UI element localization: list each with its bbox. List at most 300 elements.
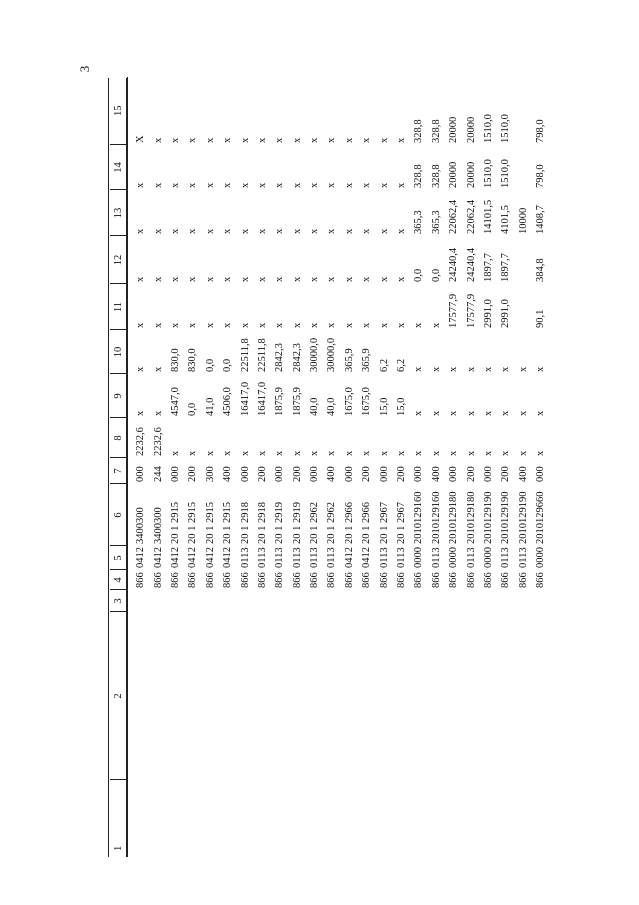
table-cell-col-3 (202, 590, 219, 612)
table-cell-col-4: 866 (326, 572, 338, 588)
table-cell-col-8: x (291, 450, 303, 456)
table-cell-col-14: x (309, 182, 321, 188)
table-cell-col-8: x (378, 450, 390, 456)
table-cell-col-1 (358, 780, 375, 857)
table-cell-col-14: x (222, 182, 234, 188)
table-cell-col-12 (515, 236, 532, 284)
column-header-12: 12 (110, 236, 128, 284)
table-cell-col-3 (149, 590, 166, 612)
table-cell-col-7: 000 (169, 466, 181, 482)
table-cell-col-11: x (396, 322, 408, 328)
table-cell-col-2 (445, 612, 462, 780)
table-cell-col-4: 866 (291, 572, 303, 588)
table-cell-col-12: x (378, 276, 390, 282)
table-cell-col-15: x (239, 137, 251, 143)
table-cell-col-15 (515, 77, 532, 145)
table-cell-col-7: 200 (396, 466, 408, 482)
table-cell-col-5: 0113 (256, 547, 268, 568)
table-cell-col-7: 000 (309, 466, 321, 482)
table-cell-col-1 (149, 780, 166, 857)
table-cell-col-2 (202, 612, 219, 780)
table-cell-col-6: 3400300 (152, 507, 164, 544)
table-cell-col-15: 20000 (465, 116, 477, 143)
table-cell-col-7: 000 (535, 466, 547, 482)
table-cell-col-4: 866 (535, 572, 547, 588)
table-cell-col-6: 3400300 (135, 507, 147, 544)
table-cell-col-15: X (135, 135, 147, 143)
table-cell-col-9: 1675,0 (343, 387, 355, 416)
table-cell-col-10: 0,0 (222, 358, 234, 372)
table-cell-col-6: 20 1 2918 (239, 502, 251, 544)
table-cell-col-13: 365,3 (430, 210, 442, 234)
table-cell-col-3 (323, 590, 340, 612)
table-cell-col-14: x (396, 182, 408, 188)
table-cell-col-13: x (326, 228, 338, 234)
table-cell-col-12: 384,8 (535, 258, 547, 282)
table-cell-col-14: 1510,0 (500, 159, 512, 188)
table-cell-col-12: x (326, 276, 338, 282)
table-cell-col-10: x (500, 366, 512, 372)
table-cell-col-4: 866 (430, 572, 442, 588)
table-row (271, 77, 288, 857)
table-cell-col-6: 20 1 2915 (187, 502, 199, 544)
table-row (202, 77, 219, 857)
table-cell-col-15: x (169, 137, 181, 143)
table-cell-col-10: x (430, 366, 442, 372)
table-cell-col-4: 866 (256, 572, 268, 588)
table-cell-col-7: 400 (222, 466, 234, 482)
table-cell-col-12: 0,0 (430, 268, 442, 282)
table-cell-col-1 (393, 780, 410, 857)
table-cell-col-14: x (291, 182, 303, 188)
table-cell-col-14: x (378, 182, 390, 188)
table-cell-col-3 (219, 590, 236, 612)
column-header-15: 15 (110, 77, 128, 145)
column-header-10: 10 (110, 330, 128, 374)
table-cell-col-14: x (239, 182, 251, 188)
table-cell-col-8: x (483, 450, 494, 456)
column-header-9: 9 (110, 374, 128, 418)
table-cell-col-3 (306, 590, 323, 612)
page-number: 3 (77, 65, 92, 73)
table-row (306, 77, 323, 857)
table-cell-col-5: 0113 (396, 547, 408, 568)
table-cell-col-9: x (500, 410, 512, 416)
table-row (480, 77, 497, 857)
table-cell-col-13: x (152, 228, 164, 234)
table-cell-col-8: x (222, 450, 234, 456)
table-cell-col-1 (497, 780, 514, 857)
column-header-2: 2 (110, 612, 128, 780)
table-cell-col-4: 866 (309, 572, 321, 588)
table-row (532, 77, 549, 857)
table-cell-col-7: 000 (413, 466, 425, 482)
table-cell-col-7: 200 (291, 466, 303, 482)
table-cell-col-5: 0412 (222, 547, 234, 568)
table-cell-col-12: x (274, 276, 286, 282)
table-row (445, 77, 462, 857)
table-cell-col-3 (358, 590, 375, 612)
table-cell-col-15: x (204, 137, 216, 143)
table-cell-col-6: 20 1 2967 (396, 502, 408, 544)
table-cell-col-5: 0412 (169, 547, 181, 568)
table-cell-col-15: 1510,0 (483, 114, 494, 143)
table-cell-col-11: x (239, 322, 251, 328)
table-cell-col-12: 0,0 (413, 268, 425, 282)
table-cell-col-1 (132, 780, 149, 857)
table-cell-col-5: 0412 (361, 547, 373, 568)
table-cell-col-15: x (256, 137, 268, 143)
table-row (184, 77, 201, 857)
table-cell-col-12: x (361, 276, 373, 282)
table-cell-col-12: x (396, 276, 408, 282)
table-cell-col-4: 866 (152, 572, 164, 588)
table-cell-col-1 (202, 780, 219, 857)
table-cell-col-2 (532, 612, 549, 780)
table-cell-col-10: x (465, 366, 477, 372)
table-cell-col-14: x (274, 182, 286, 188)
table-cell-col-2 (271, 612, 288, 780)
table-cell-col-9: 40,0 (309, 397, 321, 416)
table-cell-col-12: 1897,7 (500, 253, 512, 282)
table-cell-col-10: 30000,0 (326, 337, 338, 372)
table-cell-col-13: x (396, 228, 408, 234)
table-cell-col-3 (515, 590, 532, 612)
table-cell-col-11: x (152, 322, 164, 328)
table-cell-col-10: 2842,3 (291, 343, 303, 372)
table-cell-col-4: 866 (465, 572, 477, 588)
table-cell-col-1 (219, 780, 236, 857)
table-cell-col-9: 1675,0 (361, 387, 373, 416)
table-cell-col-4: 866 (222, 572, 234, 588)
table-cell-col-11: 17577,9 (448, 293, 460, 328)
table-cell-col-7: 300 (204, 466, 216, 482)
table-cell-col-2 (375, 612, 392, 780)
table-cell-col-3 (532, 590, 549, 612)
table-cell-col-12: x (291, 276, 303, 282)
table-cell-col-12: 1897,7 (483, 253, 494, 282)
table-cell-col-10: x (448, 366, 460, 372)
table-cell-col-5: 0113 (465, 547, 477, 568)
table-cell-col-15: x (187, 137, 199, 143)
table-cell-col-1 (462, 780, 479, 857)
table-row (132, 77, 149, 857)
table-cell-col-11: x (378, 322, 390, 328)
table-cell-col-9: x (517, 410, 529, 416)
table-cell-col-3 (236, 590, 253, 612)
table-cell-col-8: x (326, 450, 338, 456)
table-cell-col-13: x (187, 228, 199, 234)
table-cell-col-5: 0113 (309, 547, 321, 568)
table-cell-col-6: 20 1 2915 (222, 502, 234, 544)
table-cell-col-15: x (343, 137, 355, 143)
table-cell-col-8: x (169, 450, 181, 456)
table-cell-col-13: 365,3 (413, 210, 425, 234)
table-cell-col-2 (480, 612, 497, 780)
table-cell-col-2 (236, 612, 253, 780)
table-cell-col-11: x (274, 322, 286, 328)
table-cell-col-7: 000 (343, 466, 355, 482)
table-cell-col-1 (341, 780, 358, 857)
table-cell-col-4: 866 (343, 572, 355, 588)
table-cell-col-15: x (396, 137, 408, 143)
table-cell-col-13: 1408,7 (535, 205, 547, 234)
table-cell-col-9: x (448, 410, 460, 416)
header-row (110, 77, 128, 857)
table-cell-col-5: 0412 (343, 547, 355, 568)
table-cell-col-7: 000 (239, 466, 251, 482)
table-cell-col-7: 000 (274, 466, 286, 482)
table-cell-col-5: 0113 (430, 547, 442, 568)
table-cell-col-8: 2232,6 (152, 427, 164, 456)
table-cell-col-11: x (361, 322, 373, 328)
table-cell-col-4: 866 (448, 572, 460, 588)
table-cell-col-14: 20000 (448, 161, 460, 188)
table-cell-col-7: 000 (483, 466, 494, 482)
table-cell-col-2 (132, 612, 149, 780)
table-cell-col-3 (341, 590, 358, 612)
table-cell-col-6: 20 1 2918 (256, 502, 268, 544)
table-cell-col-5: 0113 (291, 547, 303, 568)
column-header-8: 8 (110, 418, 128, 458)
table-cell-col-7: 400 (430, 466, 442, 482)
table-cell-col-15: x (326, 137, 338, 143)
table-cell-col-5: 0412 (187, 547, 199, 568)
table-cell-col-6: 20 1 2915 (169, 502, 181, 544)
table-cell-col-3 (132, 590, 149, 612)
table-cell-col-7: 200 (361, 466, 373, 482)
table-cell-col-12: 24240,4 (465, 247, 477, 282)
table-cell-col-11: x (291, 322, 303, 328)
table-cell-col-9: x (413, 410, 425, 416)
table-cell-col-13: x (222, 228, 234, 234)
table-cell-col-9: x (535, 410, 547, 416)
table-cell-col-1 (428, 780, 445, 857)
table-cell-col-9: 16417,0 (239, 381, 251, 416)
table-cell-col-11: 2991,0 (500, 299, 512, 328)
table-cell-col-4: 866 (274, 572, 286, 588)
table-cell-col-14: x (152, 182, 164, 188)
table-cell-col-9: x (483, 410, 494, 416)
table-cell-col-15: x (274, 137, 286, 143)
table-cell-col-13: 22062,4 (448, 199, 460, 234)
table-cell-col-8: x (517, 450, 529, 456)
table-cell-col-8: x (256, 450, 268, 456)
table-cell-col-3 (462, 590, 479, 612)
table-cell-col-6: 20 1 2962 (326, 502, 338, 544)
table-cell-col-9: 15,0 (378, 397, 390, 416)
table-cell-col-2 (341, 612, 358, 780)
table-cell-col-8: x (309, 450, 321, 456)
table-cell-col-11: x (169, 322, 181, 328)
table-cell-col-14: 328,8 (430, 164, 442, 188)
table-cell-col-5: 0113 (326, 547, 338, 568)
table-row (410, 77, 427, 857)
table-cell-col-14 (515, 145, 532, 190)
table-cell-col-13: x (204, 228, 216, 234)
table-row (149, 77, 166, 857)
table-cell-col-2 (323, 612, 340, 780)
table-cell-col-13: x (309, 228, 321, 234)
table-cell-col-5: 0000 (535, 547, 547, 568)
table-cell-col-15: x (291, 137, 303, 143)
table-cell-col-3 (289, 590, 306, 612)
table-cell-col-9: 41,0 (204, 397, 216, 416)
table-cell-col-13: x (274, 228, 286, 234)
table-cell-col-6: 2010129180 (465, 491, 477, 544)
table-row (358, 77, 375, 857)
table-cell-col-2 (393, 612, 410, 780)
table-row (375, 77, 392, 857)
table-cell-col-12: x (343, 276, 355, 282)
table-cell-col-9: x (135, 410, 147, 416)
table-cell-col-7: 200 (187, 466, 199, 482)
table-row (497, 77, 514, 857)
table-cell-col-5: 0412 (204, 547, 216, 568)
table-cell-col-5: 0000 (413, 547, 425, 568)
column-header-4: 4 (110, 570, 128, 590)
table-cell-col-3 (254, 590, 271, 612)
table-cell-col-2 (358, 612, 375, 780)
column-header-7: 7 (110, 458, 128, 484)
table-cell-col-10: 830,0 (169, 348, 181, 372)
table-cell-col-12: x (222, 276, 234, 282)
column-header-13: 13 (110, 190, 128, 236)
table-cell-col-15: x (309, 137, 321, 143)
table-cell-col-10: 30000,0 (309, 337, 321, 372)
table-cell-col-8: x (465, 450, 477, 456)
table-cell-col-13: x (343, 228, 355, 234)
table-body (132, 77, 549, 857)
table-cell-col-3 (167, 590, 184, 612)
table-row (515, 77, 532, 857)
table-cell-col-11: 17577,9 (465, 293, 477, 328)
table-cell-col-2 (515, 612, 532, 780)
table-cell-col-7: 200 (465, 466, 477, 482)
table-cell-col-1 (289, 780, 306, 857)
table-cell-col-1 (167, 780, 184, 857)
table-cell-col-11: x (256, 322, 268, 328)
table-cell-col-6: 20 1 2919 (291, 502, 303, 544)
table-cell-col-11: 90,1 (535, 309, 547, 328)
table-cell-col-3 (375, 590, 392, 612)
data-table (110, 77, 549, 857)
table-cell-col-7: 000 (448, 466, 460, 482)
table-cell-col-11: x (430, 322, 442, 328)
table-cell-col-9: x (430, 410, 442, 416)
table-cell-col-10: x (483, 366, 494, 372)
table-cell-col-13: x (291, 228, 303, 234)
table-cell-col-11: x (187, 322, 199, 328)
table-cell-col-12: x (152, 276, 164, 282)
table-cell-col-14: x (204, 182, 216, 188)
table-cell-col-13: x (361, 228, 373, 234)
table-cell-col-12: x (135, 276, 147, 282)
table-cell-col-8: x (430, 450, 442, 456)
table-cell-col-13: 14101,5 (483, 199, 494, 234)
table-cell-col-14: 798,0 (535, 164, 547, 188)
table-cell-col-1 (515, 780, 532, 857)
table-cell-col-13: x (378, 228, 390, 234)
table-cell-col-7: 000 (378, 466, 390, 482)
table-cell-col-2 (428, 612, 445, 780)
table-cell-col-6: 2010129190 (483, 491, 494, 544)
table-cell-col-4: 866 (378, 572, 390, 588)
table-cell-col-14: x (256, 182, 268, 188)
table-row (236, 77, 253, 857)
table-cell-col-10: x (535, 366, 547, 372)
table-row (219, 77, 236, 857)
table-cell-col-7: 000 (135, 466, 147, 482)
table-cell-col-8: x (413, 450, 425, 456)
table-cell-col-2 (184, 612, 201, 780)
table-cell-col-15: 20000 (448, 116, 460, 143)
table-cell-col-9: 15,0 (396, 397, 408, 416)
table-cell-col-10: 6,2 (378, 358, 390, 372)
table-cell-col-5: 0113 (378, 547, 390, 568)
table-cell-col-1 (410, 780, 427, 857)
table-cell-col-15: x (361, 137, 373, 143)
table-cell-col-11: x (343, 322, 355, 328)
table-cell-col-7: 200 (256, 466, 268, 482)
table-cell-col-5: 0412 (152, 547, 164, 568)
table-cell-col-6: 20 1 2919 (274, 502, 286, 544)
table-cell-col-9: 0,0 (187, 402, 199, 416)
table-cell-col-10: 365,9 (343, 348, 355, 372)
table-cell-col-9: 4506,0 (222, 387, 234, 416)
table-cell-col-12: x (204, 276, 216, 282)
table-cell-col-6: 2010129660 (535, 491, 547, 544)
table-cell-col-2 (462, 612, 479, 780)
table-cell-col-12: x (187, 276, 199, 282)
table-cell-col-10: x (413, 366, 425, 372)
table-cell-col-4: 866 (239, 572, 251, 588)
table-cell-col-5: 0113 (274, 547, 286, 568)
table-cell-col-11: x (135, 322, 147, 328)
table-cell-col-6: 2010129160 (413, 491, 425, 544)
table-cell-col-11 (515, 284, 532, 330)
rotated-table-container (110, 77, 590, 857)
table-cell-col-6: 2010129190 (500, 491, 512, 544)
table-cell-col-15: x (222, 137, 234, 143)
table-cell-col-10: 0,0 (204, 358, 216, 372)
table-cell-col-14: x (361, 182, 373, 188)
table-cell-col-14: x (343, 182, 355, 188)
table-cell-col-14: 328,8 (413, 164, 425, 188)
table-cell-col-3 (497, 590, 514, 612)
table-cell-col-10: x (152, 366, 164, 372)
table-cell-col-1 (306, 780, 323, 857)
table-cell-col-8: x (535, 450, 547, 456)
table-cell-col-15: 328,8 (430, 119, 442, 143)
table-row (428, 77, 445, 857)
table-cell-col-4: 866 (517, 572, 529, 588)
table-cell-col-8: x (274, 450, 286, 456)
table-cell-col-15: 328,8 (413, 119, 425, 143)
table-cell-col-14: 1510,0 (483, 159, 494, 188)
table-cell-col-6: 20 1 2915 (204, 502, 216, 544)
table-cell-col-13: x (239, 228, 251, 234)
table-cell-col-5: 0412 (135, 547, 147, 568)
table-cell-col-8: x (396, 450, 408, 456)
header-top-rule (108, 78, 109, 857)
table-cell-col-8: x (204, 450, 216, 456)
table-cell-col-6: 2010129160 (430, 491, 442, 544)
table-cell-col-4: 866 (500, 572, 512, 588)
table-row (289, 77, 306, 857)
table-cell-col-2 (167, 612, 184, 780)
table-cell-col-12: x (309, 276, 321, 282)
